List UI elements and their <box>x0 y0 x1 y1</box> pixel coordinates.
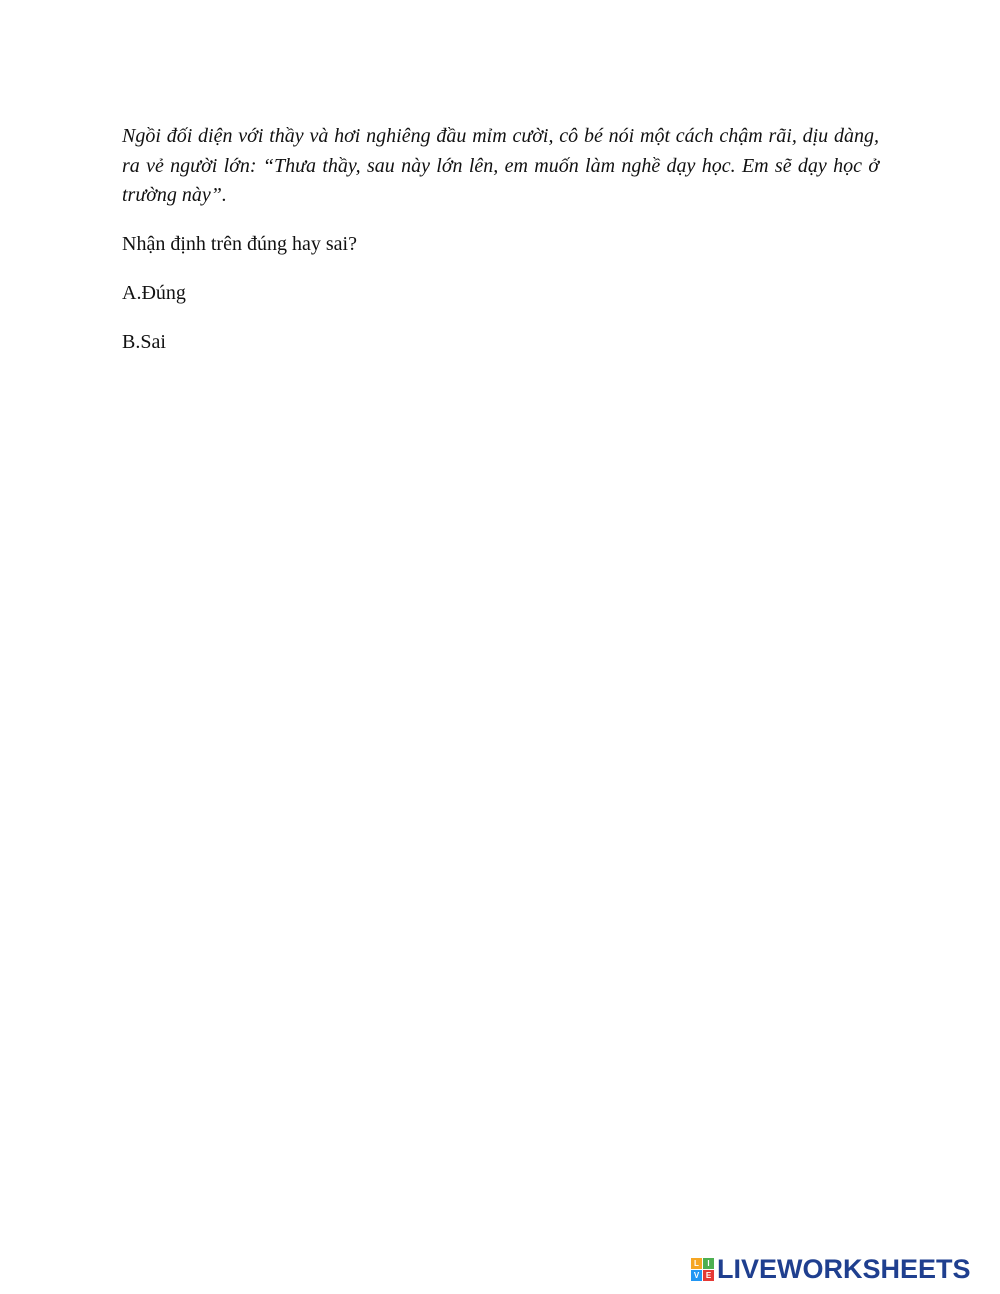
logo-tile-v: V <box>691 1270 702 1281</box>
option-b[interactable]: B.Sai <box>122 331 166 353</box>
logo-tile-e: E <box>703 1270 714 1281</box>
liveworksheets-logo-icon <box>691 1258 714 1281</box>
passage-text: Ngồi đối diện với thầy và hơi nghiêng đầu mỉm cười, cô bé nói một cách chậm rãi, dịu dàng, ra vẻ người lớn: “Thưa thầy, sau này lớn lên, em muốn làm nghề dạy học. Em sẽ dạy học ở trường này”. <box>122 125 879 206</box>
option-a[interactable]: A.Đúng <box>122 282 186 304</box>
logo-tile-i: I <box>703 1258 714 1269</box>
liveworksheets-wordmark: LIVEWORKSHEETS <box>717 1254 971 1284</box>
question-text: Nhận định trên đúng hay sai? <box>122 233 357 255</box>
logo-tile-l: L <box>691 1258 702 1269</box>
liveworksheets-brand <box>691 1253 971 1285</box>
